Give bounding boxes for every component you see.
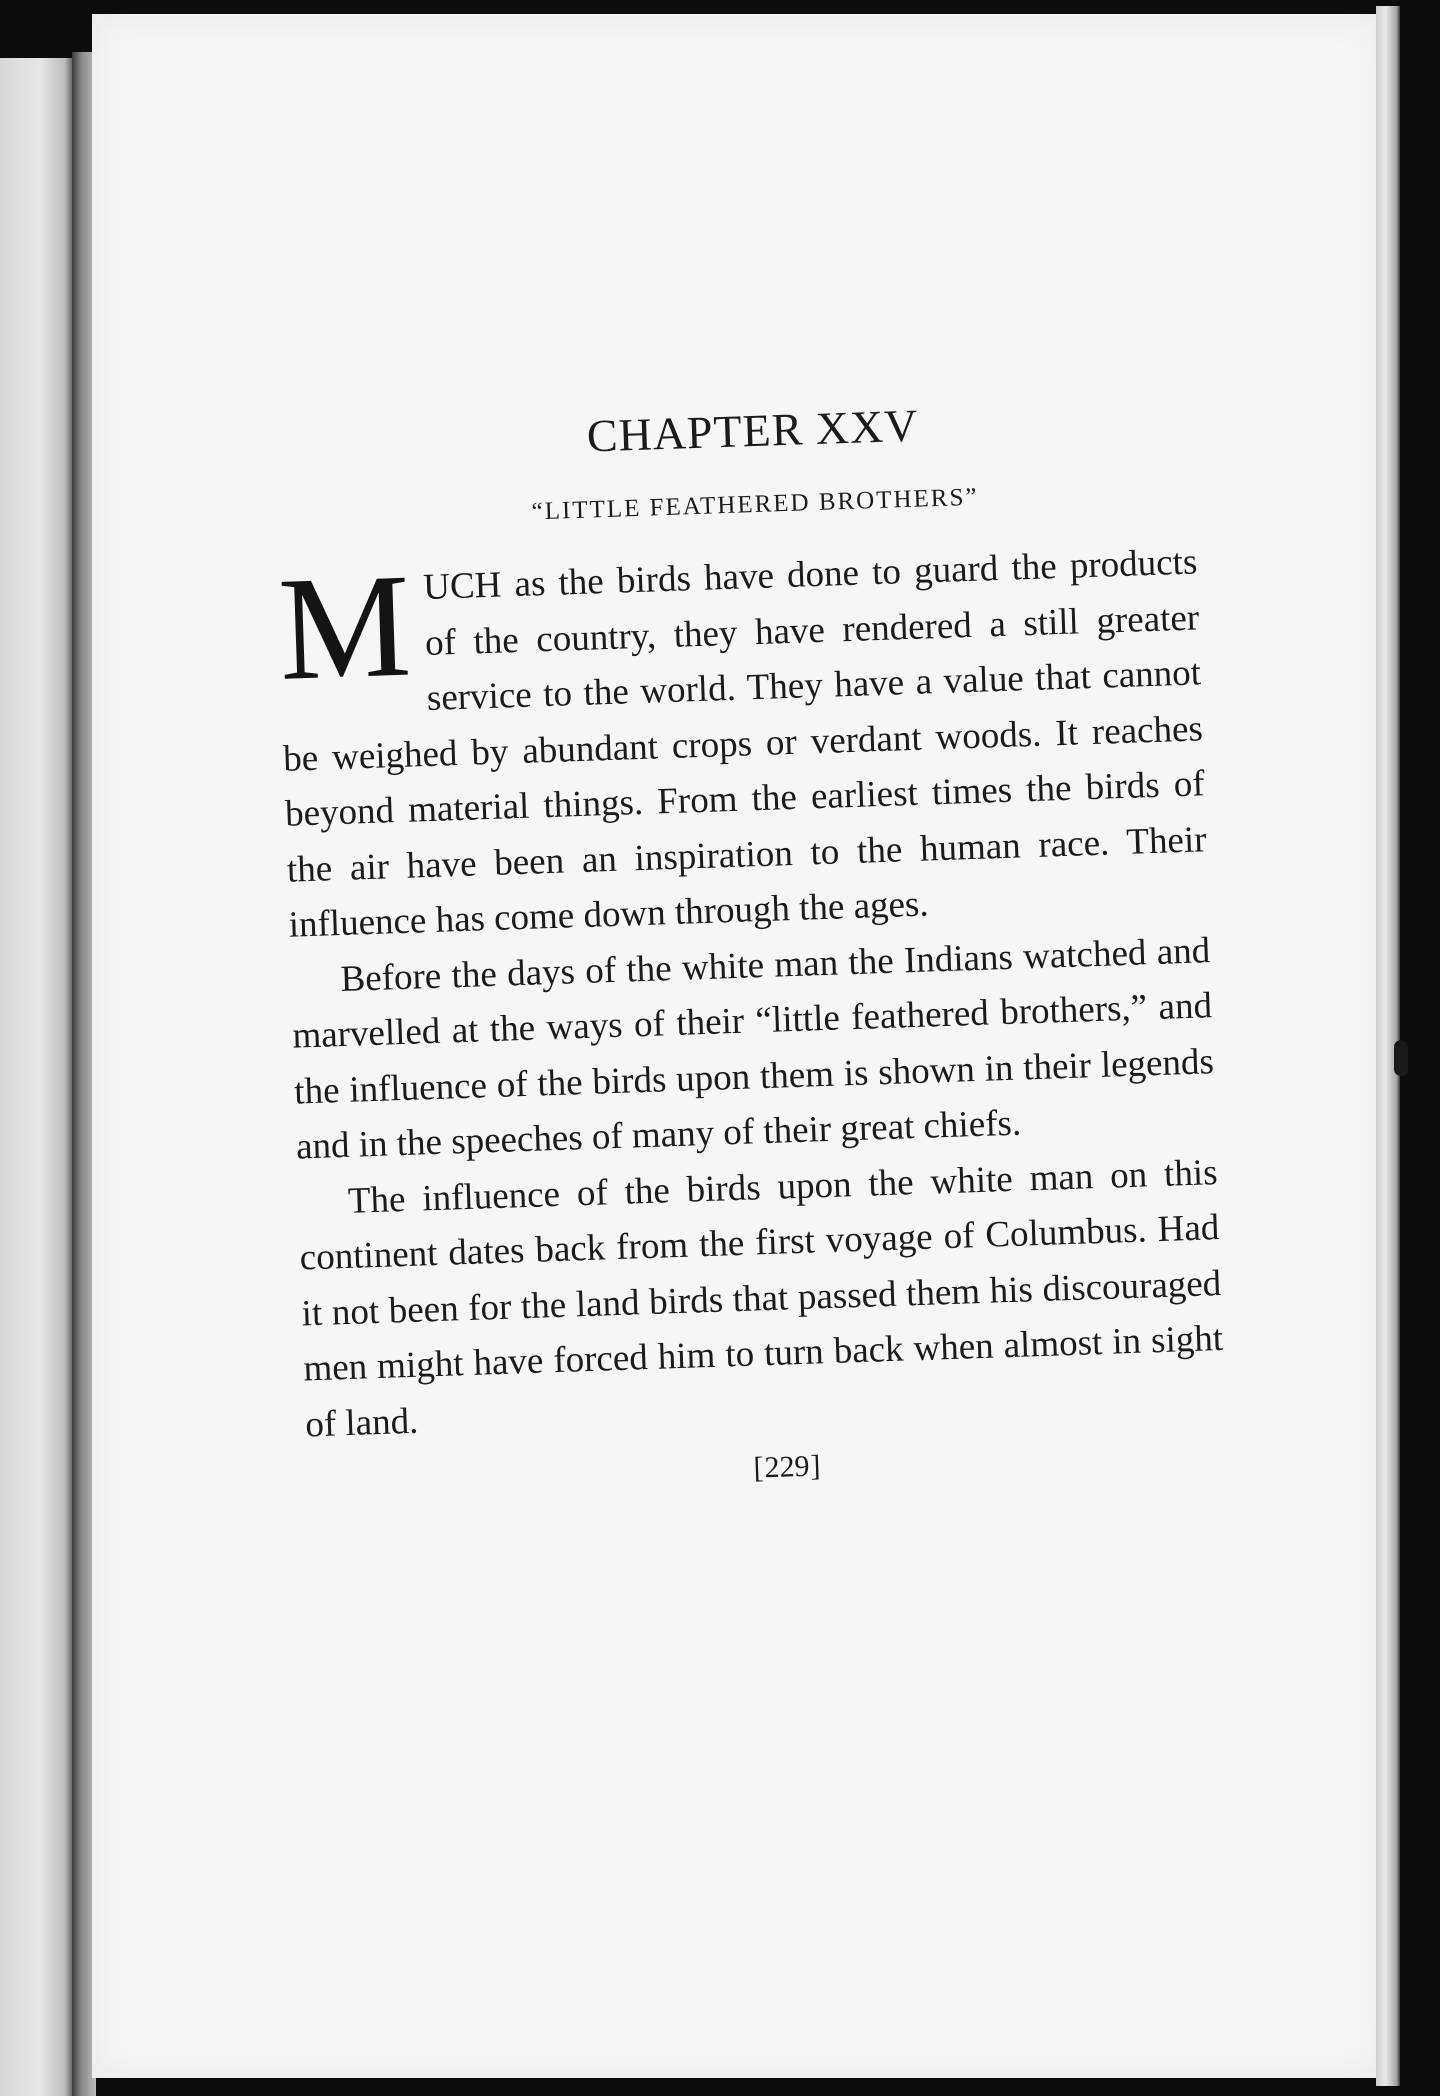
facing-page-edge [0,58,72,2096]
paragraph-text: The influence of the birds upon the white man on this continent dates back from the first voyage of Columbus. Had it not been for the land birds that passed them his discouraged men might have forced him to turn back when almost in sight of land. [299,1151,1224,1445]
drop-cap: M [276,543,414,712]
chapter-subtitle: “LITTLE FEATHERED BROTHERS” [531,483,979,526]
page-text-block [272,389,1227,1500]
paragraph-3 [297,1145,1226,1453]
binding-mark [1394,1040,1408,1076]
paragraph-text: Before the days of the white man the Indians watched and marvelled at the ways of their “little feathered brothers,” and the influence of the birds upon them is shown in their legends and in the speeches of many of their great chiefs. [291,929,1215,1168]
page-number-open-bracket: [ [752,1451,765,1485]
chapter-title: CHAPTER XXV [585,399,920,462]
paragraph-text: UCH as the birds have done to guard the products of the country, they have rendered a still greater service to the world. They have a value that cannot be weighed by abundant crops or verdant woods. It reaches beyond material things. From the earliest times the birds of the air have been an inspiration to the human race. Their influence has come down through the ages. [282,541,1208,946]
page-number-value: 229 [763,1449,811,1485]
page-number-close-bracket: ] [809,1449,822,1483]
paragraph-1 [277,534,1209,953]
paragraph-2 [290,923,1217,1175]
